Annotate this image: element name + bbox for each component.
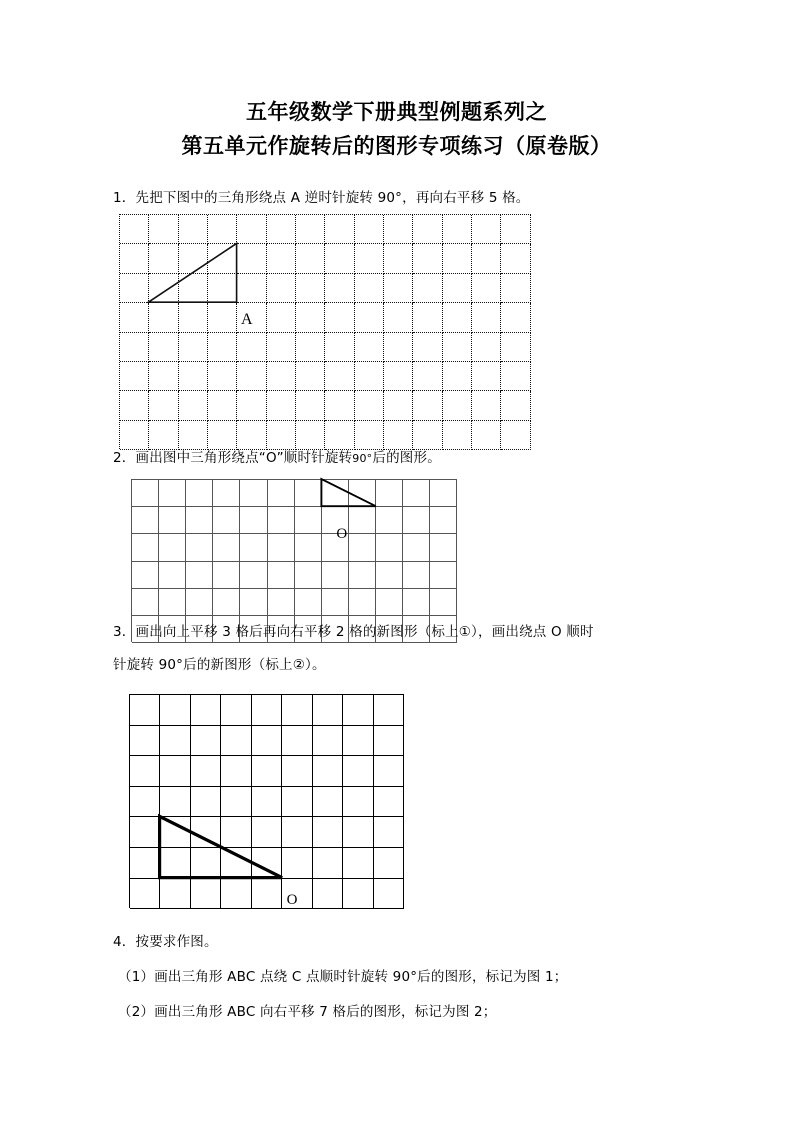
grid-cell <box>267 244 296 273</box>
grid-cell <box>355 274 384 303</box>
grid-cell <box>501 333 530 362</box>
grid-cell <box>325 362 354 391</box>
grid-cell <box>252 879 282 910</box>
grid-cell <box>179 333 208 362</box>
grid-cell <box>267 274 296 303</box>
grid-cell <box>443 362 472 391</box>
grid-cell <box>413 215 442 244</box>
question-4-sub-1 <box>118 962 567 992</box>
grid-cell <box>208 274 237 303</box>
grid-row <box>130 848 404 879</box>
grid-cell <box>355 244 384 273</box>
grid-cell <box>213 534 240 561</box>
grid-cell <box>343 817 373 848</box>
grid-cell <box>430 480 457 507</box>
grid-cell <box>282 756 312 787</box>
grid-cell <box>221 787 251 818</box>
grid-cell <box>413 362 442 391</box>
grid-cell <box>403 480 430 507</box>
grid-cell <box>374 726 404 757</box>
grid-cell <box>501 274 530 303</box>
grid-row <box>132 534 457 561</box>
question-4-number: 4． <box>113 934 136 950</box>
grid-cell <box>403 534 430 561</box>
grid-cell <box>237 244 266 273</box>
grid-cell <box>130 695 160 726</box>
grid-cell <box>403 507 430 534</box>
grid-row <box>130 787 404 818</box>
grid-cell <box>186 480 213 507</box>
grid-cell <box>208 362 237 391</box>
grid-cell <box>296 274 325 303</box>
grid-cell <box>237 362 266 391</box>
title-line-1: 五年级数学下册典型例题系列之 <box>246 100 547 124</box>
grid-cell <box>149 244 178 273</box>
grid-cell <box>120 244 149 273</box>
grid-cell <box>472 244 501 273</box>
grid-cell <box>501 215 530 244</box>
grid-cell <box>221 695 251 726</box>
grid-row <box>130 726 404 757</box>
grid-cell <box>282 787 312 818</box>
grid-cell <box>296 362 325 391</box>
grid-cell <box>472 421 501 450</box>
grid-cell <box>267 362 296 391</box>
grid-cell <box>240 534 267 561</box>
grid-cell <box>252 726 282 757</box>
grid-cell <box>325 391 354 420</box>
grid-cell <box>186 589 213 616</box>
grid-cell <box>325 274 354 303</box>
figure-3 <box>129 694 404 908</box>
title-line-2: 第五单元作旋转后的图形专项练习（原卷版） <box>181 134 612 158</box>
grid-cell <box>186 507 213 534</box>
grid-cell <box>472 274 501 303</box>
grid-cell <box>430 507 457 534</box>
question-2 <box>113 443 441 474</box>
question-2-angle: 90° <box>352 452 373 465</box>
grid-cell <box>413 391 442 420</box>
grid-cell <box>443 421 472 450</box>
grid-row <box>132 480 457 507</box>
grid-cell <box>208 244 237 273</box>
grid-cell <box>282 848 312 879</box>
question-2-text-before: 画出图中三角形绕点“O”顺时针旋转 <box>135 450 353 466</box>
grid-cell <box>472 362 501 391</box>
page-title <box>0 95 793 163</box>
grid-cell <box>430 562 457 589</box>
grid-cell <box>159 589 186 616</box>
grid-cell <box>149 333 178 362</box>
grid-cell <box>120 303 149 332</box>
grid-cell <box>191 756 221 787</box>
grid-cell <box>501 303 530 332</box>
grid-cell <box>313 848 343 879</box>
grid-cell <box>132 589 159 616</box>
grid-row <box>130 879 404 910</box>
grid-cell <box>252 787 282 818</box>
grid-cell <box>282 817 312 848</box>
grid-cell <box>130 879 160 910</box>
grid-cell <box>160 787 190 818</box>
grid-cell <box>237 274 266 303</box>
grid-cell <box>501 244 530 273</box>
grid-cell <box>349 589 376 616</box>
grid-cell <box>240 562 267 589</box>
grid-cell <box>443 333 472 362</box>
grid-cell <box>221 726 251 757</box>
grid-cell <box>252 848 282 879</box>
question-2-text-after: 后的图形。 <box>372 450 441 466</box>
grid-cell <box>191 787 221 818</box>
grid-cell <box>374 848 404 879</box>
grid-cell <box>374 817 404 848</box>
grid-cell <box>267 391 296 420</box>
grid-cell <box>221 817 251 848</box>
grid-cell <box>376 534 403 561</box>
grid-cell <box>376 562 403 589</box>
grid-cell <box>313 787 343 818</box>
grid-cell <box>374 787 404 818</box>
figure-3-grid <box>129 694 404 908</box>
grid-cell <box>501 391 530 420</box>
grid-cell <box>213 562 240 589</box>
question-4-sub-1-text: （1）画出三角形 ABC 点绕 C 点顺时针旋转 90°后的图形，标记为图 1； <box>118 969 568 985</box>
grid-cell <box>120 274 149 303</box>
grid-cell <box>179 215 208 244</box>
grid-cell <box>443 274 472 303</box>
grid-cell <box>252 695 282 726</box>
grid-cell <box>472 303 501 332</box>
grid-cell <box>443 215 472 244</box>
grid-cell <box>221 848 251 879</box>
grid-cell <box>376 507 403 534</box>
grid-cell <box>443 303 472 332</box>
grid-cell <box>191 726 221 757</box>
grid-cell <box>374 695 404 726</box>
grid-cell <box>355 333 384 362</box>
grid-cell <box>325 244 354 273</box>
grid-row <box>120 362 531 391</box>
grid-row <box>120 303 531 332</box>
grid-cell <box>120 391 149 420</box>
grid-cell <box>296 303 325 332</box>
grid-row <box>120 274 531 303</box>
grid-cell <box>208 215 237 244</box>
grid-cell <box>313 695 343 726</box>
grid-row <box>132 507 457 534</box>
grid-row <box>120 215 531 244</box>
grid-cell <box>313 726 343 757</box>
grid-cell <box>472 391 501 420</box>
grid-cell <box>430 534 457 561</box>
grid-cell <box>191 848 221 879</box>
grid-cell <box>179 274 208 303</box>
grid-cell <box>120 362 149 391</box>
grid-cell <box>282 695 312 726</box>
grid-cell <box>240 480 267 507</box>
grid-cell <box>343 879 373 910</box>
grid-cell <box>355 215 384 244</box>
question-1-number: 1． <box>113 190 136 206</box>
grid-cell <box>240 507 267 534</box>
grid-cell <box>268 562 295 589</box>
grid-cell <box>501 421 530 450</box>
figure-2-point-label-o: O <box>336 525 348 542</box>
grid-cell <box>132 534 159 561</box>
grid-cell <box>295 480 322 507</box>
grid-cell <box>296 215 325 244</box>
grid-row <box>130 695 404 726</box>
grid-cell <box>313 817 343 848</box>
grid-cell <box>384 244 413 273</box>
figure-1-point-label-a: A <box>241 311 253 329</box>
grid-cell <box>295 562 322 589</box>
grid-cell <box>384 333 413 362</box>
grid-cell <box>208 333 237 362</box>
question-3-line-2: 针旋转 90°后的新图形（标上②）。 <box>113 657 326 673</box>
grid-cell <box>160 695 190 726</box>
question-4-sub-2 <box>118 997 497 1027</box>
grid-cell <box>349 534 376 561</box>
grid-cell <box>355 303 384 332</box>
grid-cell <box>237 333 266 362</box>
grid-cell <box>413 274 442 303</box>
grid-cell <box>443 244 472 273</box>
grid-cell <box>268 507 295 534</box>
grid-cell <box>159 562 186 589</box>
grid-cell <box>384 362 413 391</box>
grid-cell <box>130 787 160 818</box>
grid-cell <box>355 391 384 420</box>
grid-cell <box>343 756 373 787</box>
grid-cell <box>403 562 430 589</box>
grid-cell <box>413 333 442 362</box>
grid-cell <box>132 480 159 507</box>
grid-cell <box>149 362 178 391</box>
grid-cell <box>159 480 186 507</box>
grid-cell <box>213 589 240 616</box>
grid-cell <box>179 244 208 273</box>
grid-cell <box>403 589 430 616</box>
grid-cell <box>221 756 251 787</box>
grid-row <box>130 756 404 787</box>
grid-cell <box>374 879 404 910</box>
grid-cell <box>384 303 413 332</box>
question-2-number: 2． <box>113 450 136 466</box>
grid-cell <box>343 848 373 879</box>
question-1 <box>113 183 530 213</box>
grid-cell <box>376 589 403 616</box>
grid-cell <box>443 391 472 420</box>
grid-cell <box>240 589 267 616</box>
grid-cell <box>374 756 404 787</box>
grid-cell <box>384 391 413 420</box>
grid-cell <box>130 756 160 787</box>
grid-cell <box>186 534 213 561</box>
grid-cell <box>295 589 322 616</box>
question-3 <box>113 617 594 647</box>
grid-cell <box>295 534 322 561</box>
grid-cell <box>160 848 190 879</box>
grid-cell <box>349 480 376 507</box>
grid-cell <box>322 562 349 589</box>
grid-cell <box>413 303 442 332</box>
grid-cell <box>149 215 178 244</box>
grid-cell <box>130 726 160 757</box>
grid-cell <box>186 562 213 589</box>
question-4 <box>113 927 218 957</box>
grid-cell <box>252 756 282 787</box>
grid-cell <box>349 507 376 534</box>
grid-cell <box>130 848 160 879</box>
grid-cell <box>384 215 413 244</box>
grid-cell <box>179 303 208 332</box>
grid-cell <box>325 303 354 332</box>
question-4-sub-2-text: （2）画出三角形 ABC 向右平移 7 格后的图形，标记为图 2； <box>118 1004 497 1020</box>
question-3-line-1: 画出向上平移 3 格后再向右平移 2 格的新图形（标上①），画出绕点 O 顺时 <box>135 624 594 640</box>
grid-cell <box>413 244 442 273</box>
grid-cell <box>237 391 266 420</box>
grid-cell <box>268 534 295 561</box>
grid-cell <box>295 507 322 534</box>
grid-cell <box>343 787 373 818</box>
grid-cell <box>430 589 457 616</box>
grid-row <box>132 589 457 616</box>
grid-cell <box>355 362 384 391</box>
grid-cell <box>296 244 325 273</box>
grid-cell <box>149 274 178 303</box>
grid-row <box>120 244 531 273</box>
grid-cell <box>179 362 208 391</box>
grid-cell <box>159 507 186 534</box>
grid-cell <box>130 817 160 848</box>
grid-cell <box>349 562 376 589</box>
question-3-number: 3． <box>113 624 136 640</box>
grid-row <box>130 817 404 848</box>
grid-cell <box>296 391 325 420</box>
grid-cell <box>132 507 159 534</box>
grid-cell <box>149 303 178 332</box>
grid-cell <box>179 391 208 420</box>
grid-cell <box>384 274 413 303</box>
grid-cell <box>120 333 149 362</box>
grid-cell <box>322 589 349 616</box>
grid-cell <box>120 215 149 244</box>
grid-cell <box>208 303 237 332</box>
grid-cell <box>268 589 295 616</box>
question-4-text: 按要求作图。 <box>135 934 218 950</box>
grid-cell <box>213 480 240 507</box>
grid-cell <box>268 480 295 507</box>
figure-1-grid <box>119 214 531 449</box>
grid-cell <box>237 215 266 244</box>
grid-cell <box>267 215 296 244</box>
grid-cell <box>343 726 373 757</box>
grid-cell <box>160 756 190 787</box>
grid-row <box>120 391 531 420</box>
grid-cell <box>191 879 221 910</box>
grid-cell <box>213 507 240 534</box>
grid-cell <box>160 879 190 910</box>
grid-cell <box>132 562 159 589</box>
grid-cell <box>267 333 296 362</box>
grid-cell <box>221 879 251 910</box>
grid-cell <box>267 303 296 332</box>
grid-cell <box>160 817 190 848</box>
grid-cell <box>325 333 354 362</box>
grid-cell <box>191 817 221 848</box>
grid-cell <box>472 215 501 244</box>
question-1-text: 先把下图中的三角形绕点 A 逆时针旋转 90°，再向右平移 5 格。 <box>135 190 530 206</box>
grid-cell <box>322 480 349 507</box>
figure-1 <box>119 214 531 449</box>
grid-cell <box>472 333 501 362</box>
grid-cell <box>149 391 178 420</box>
grid-cell <box>208 391 237 420</box>
grid-row <box>120 333 531 362</box>
grid-cell <box>501 362 530 391</box>
grid-cell <box>376 480 403 507</box>
grid-cell <box>343 695 373 726</box>
grid-cell <box>282 726 312 757</box>
grid-cell <box>159 534 186 561</box>
grid-cell <box>313 756 343 787</box>
question-3-line2-wrap <box>113 650 326 680</box>
grid-cell <box>313 879 343 910</box>
grid-cell <box>296 333 325 362</box>
grid-cell <box>252 817 282 848</box>
grid-cell <box>325 215 354 244</box>
grid-row <box>132 562 457 589</box>
grid-cell <box>191 695 221 726</box>
grid-cell <box>160 726 190 757</box>
figure-3-point-label-o: O <box>286 891 298 908</box>
